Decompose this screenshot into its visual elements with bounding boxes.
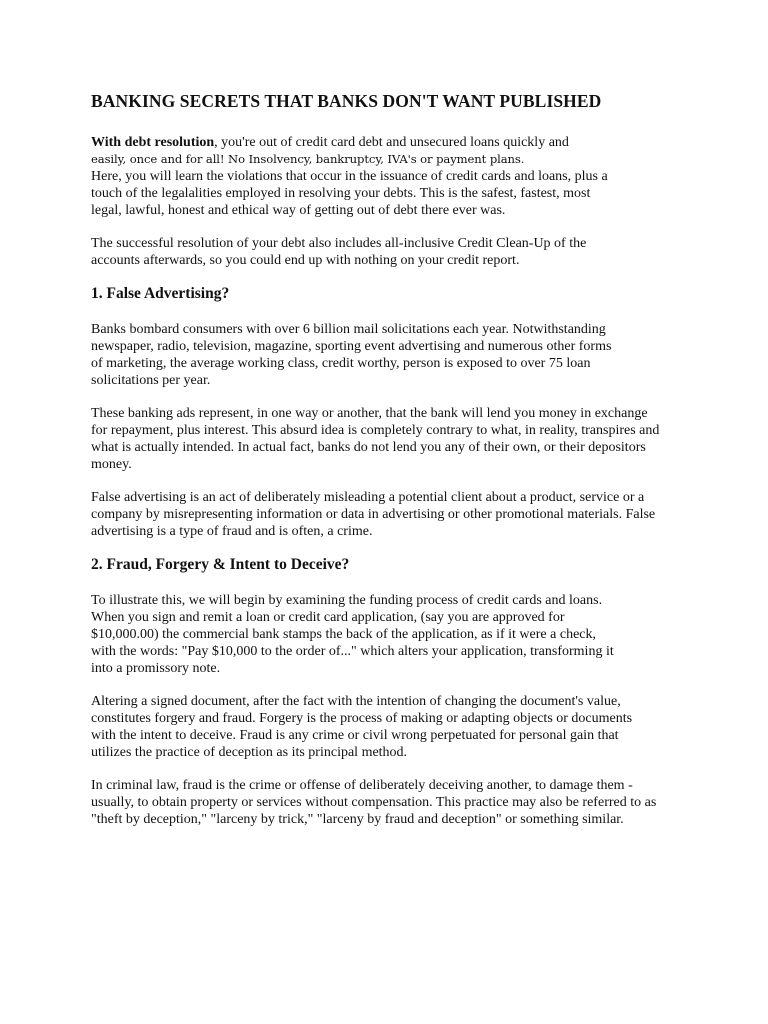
s2p1-line: When you sign and remit a loan or credit card application, (say you are approved for bbox=[91, 610, 565, 625]
intro-line-5: legal, lawful, honest and ethical way of getting out of debt there ever was. bbox=[91, 203, 506, 218]
s2p3-line: usually, to obtain property or services without compensation. This practice may also be referred to as bbox=[91, 795, 657, 810]
intro-line-2: easily, once and for all! No Insolvency, bankruptcy, IVA's or payment plans. bbox=[91, 152, 525, 166]
intro-line-1-rest: , you're out of credit card debt and unsecured loans quickly and bbox=[214, 135, 569, 150]
s2p2-line: Altering a signed document, after the fact with the intention of changing the document's value, bbox=[91, 694, 621, 709]
section-2-heading: 2. Fraud, Forgery & Intent to Deceive? bbox=[91, 556, 350, 573]
s1p2-line: money. bbox=[91, 457, 132, 472]
intro-line-4: touch of the legalalities employed in resolving your debts. This is the safest, fastest, most bbox=[91, 186, 591, 201]
cleanup-line-2: accounts afterwards, so you could end up with nothing on your credit report. bbox=[91, 253, 520, 268]
section-2-paragraph-1 bbox=[91, 592, 691, 677]
s2p2-line: constitutes forgery and fraud. Forgery is the process of making or adapting objects or documents bbox=[91, 711, 633, 726]
s1p3-line: False advertising is an act of deliberately misleading a potential client about a product, service or a bbox=[91, 490, 645, 505]
cleanup-paragraph bbox=[91, 235, 691, 269]
document-body bbox=[91, 91, 691, 844]
s2p1-line: into a promissory note. bbox=[91, 661, 221, 676]
section-1-paragraph-3 bbox=[91, 489, 691, 540]
s1p1-line: Banks bombard consumers with over 6 billion mail solicitations each year. Notwithstanding bbox=[91, 322, 606, 337]
cleanup-line-1: The successful resolution of your debt also includes all-inclusive Credit Clean-Up of the bbox=[91, 236, 587, 251]
s1p1-line: newspaper, radio, television, magazine, sporting event advertising and numerous other forms bbox=[91, 339, 612, 354]
s2p3-line: In criminal law, fraud is the crime or offense of deliberately deceiving another, to damage them - bbox=[91, 778, 633, 793]
section-1-paragraph-1 bbox=[91, 321, 691, 389]
section-2-paragraph-3 bbox=[91, 777, 691, 828]
s1p1-line: solicitations per year. bbox=[91, 373, 211, 388]
intro-bold-lead: With debt resolution bbox=[91, 135, 215, 150]
s2p1-line: $10,000.00) the commercial bank stamps the back of the application, as if it were a check, bbox=[91, 627, 596, 642]
s1p2-line: what is actually intended. In actual fact, banks do not lend you any of their own, or their depositors bbox=[91, 440, 646, 455]
section-2-paragraph-2 bbox=[91, 693, 691, 761]
s2p2-line: with the intent to deceive. Fraud is any crime or civil wrong perpetuated for personal gain that bbox=[91, 728, 619, 743]
s2p1-line: To illustrate this, we will begin by examining the funding process of credit cards and loans. bbox=[91, 593, 603, 608]
s2p3-line: "theft by deception," "larceny by trick," "larceny by fraud and deception" or something similar. bbox=[91, 812, 624, 827]
section-1-paragraph-2 bbox=[91, 405, 691, 473]
s1p3-line: company by misrepresenting information or data in advertising or other promotional materials. False bbox=[91, 507, 656, 522]
s2p2-line: utilizes the practice of deception as its principal method. bbox=[91, 745, 408, 760]
intro-line-3: Here, you will learn the violations that occur in the issuance of credit cards and loans, plus a bbox=[91, 169, 608, 184]
s2p1-line: with the words: "Pay $10,000 to the order of..." which alters your application, transforming it bbox=[91, 644, 614, 659]
s1p2-line: These banking ads represent, in one way or another, that the bank will lend you money in exchange bbox=[91, 406, 648, 421]
intro-paragraph bbox=[91, 134, 691, 219]
intro-line-1 bbox=[91, 134, 691, 151]
document-title: BANKING SECRETS THAT BANKS DON'T WANT PUBLISHED bbox=[91, 91, 602, 111]
s1p2-line: for repayment, plus interest. This absurd idea is completely contrary to what, in reality, transpires and bbox=[91, 423, 660, 438]
s1p1-line: of marketing, the average working class, credit worthy, person is exposed to over 75 loan bbox=[91, 356, 591, 371]
section-1-heading: 1. False Advertising? bbox=[91, 285, 230, 302]
s1p3-line: advertising is a type of fraud and is often, a crime. bbox=[91, 524, 373, 539]
